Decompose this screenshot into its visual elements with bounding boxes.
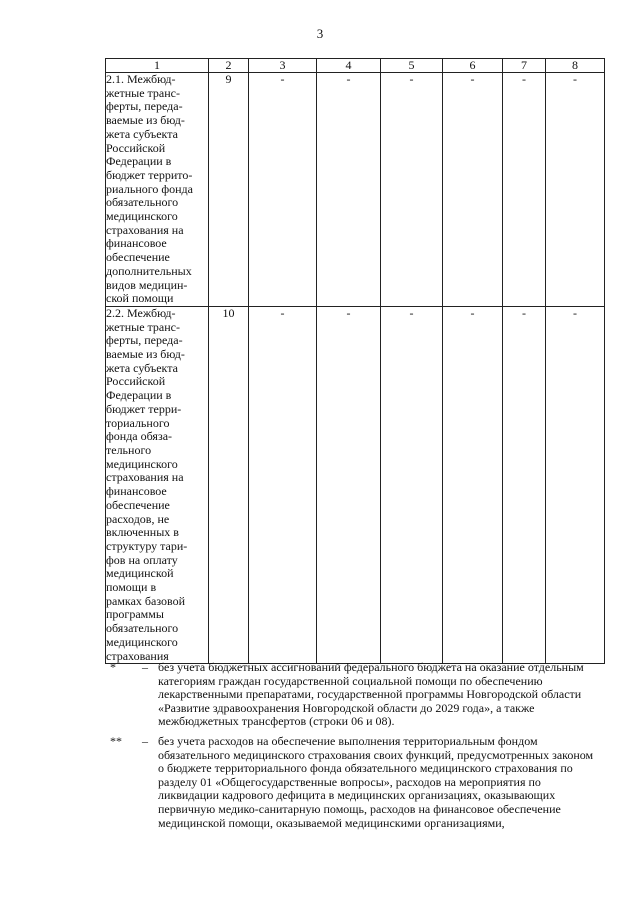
footnote-mark: * xyxy=(110,660,116,674)
table-cell: - xyxy=(249,73,317,307)
table-cell: - xyxy=(443,73,503,307)
footnote-mark: ** xyxy=(110,734,122,748)
footnote xyxy=(110,735,600,830)
footnote-dash: – xyxy=(142,660,148,674)
column-header: 4 xyxy=(317,59,381,73)
table-header-row xyxy=(106,59,605,73)
table-cell: - xyxy=(381,306,443,663)
row-label: 2.1. Межбюд- жетные транс- ферты, переда- ваемые из бюд- жета субъекта Российской Федерации в бюджет террито- риального фонда обязательного медицинского страхования на финансовое обеспечение дополнительных видов медицин- ской помощи xyxy=(106,73,209,307)
column-header: 5 xyxy=(381,59,443,73)
budget-table xyxy=(105,58,605,664)
table-cell: - xyxy=(249,306,317,663)
footnote-text: без учета расходов на обеспечение выполнения территориальным фондом обязательного медицинского страхования своих функций, предусмотренных законом о бюджете территориального фонда обязательного медицинского страхования по разделу 01 «Общегосударственные вопросы», расходов на мероприятия по ликвидации кадрового дефицита в медицинских организациях, оказывающих первичную медико-санитарную помощь, расходов на финансовое обеспечение медицинской помощи, оказываемой медицинскими организациями, xyxy=(158,734,594,830)
table-cell: - xyxy=(443,306,503,663)
table-cell: - xyxy=(546,306,605,663)
column-header: 6 xyxy=(443,59,503,73)
column-header: 1 xyxy=(106,59,209,73)
table-cell: - xyxy=(317,306,381,663)
table-row xyxy=(106,306,605,663)
column-header: 8 xyxy=(546,59,605,73)
row-code: 10 xyxy=(209,306,249,663)
table-cell: - xyxy=(381,73,443,307)
table-cell: - xyxy=(317,73,381,307)
column-header: 3 xyxy=(249,59,317,73)
column-header: 7 xyxy=(503,59,546,73)
row-code: 9 xyxy=(209,73,249,307)
table-row xyxy=(106,73,605,307)
page-number: 3 xyxy=(316,26,324,41)
table-cell: - xyxy=(503,306,546,663)
footnote-text: без учета бюджетных ассигнований федерального бюджета на оказание отдельным категориям граждан государственной социальной помощи по обеспечению лекарственными препаратами, государственной программы Новгородской области «Развитие здравоохранения Новгородской области до 2029 года», а также межбюджетных трансфертов (строки 06 и 08). xyxy=(158,660,584,729)
row-label: 2.2. Межбюд- жетные транс- ферты, переда- ваемые из бюд- жета субъекта Российской Федерации в бюджет терри- ториального фонда обяза- тельного медицинского страхования на финансовое обеспечение расходов, не включенных в структуру тари- фов на оплату медицинской помощи в рамках базовой программы обязательного медицинского страхования xyxy=(106,306,209,663)
table-cell: - xyxy=(546,73,605,307)
column-header: 2 xyxy=(209,59,249,73)
footnote-dash: – xyxy=(142,734,148,748)
footnote xyxy=(110,661,600,729)
table-cell: - xyxy=(503,73,546,307)
